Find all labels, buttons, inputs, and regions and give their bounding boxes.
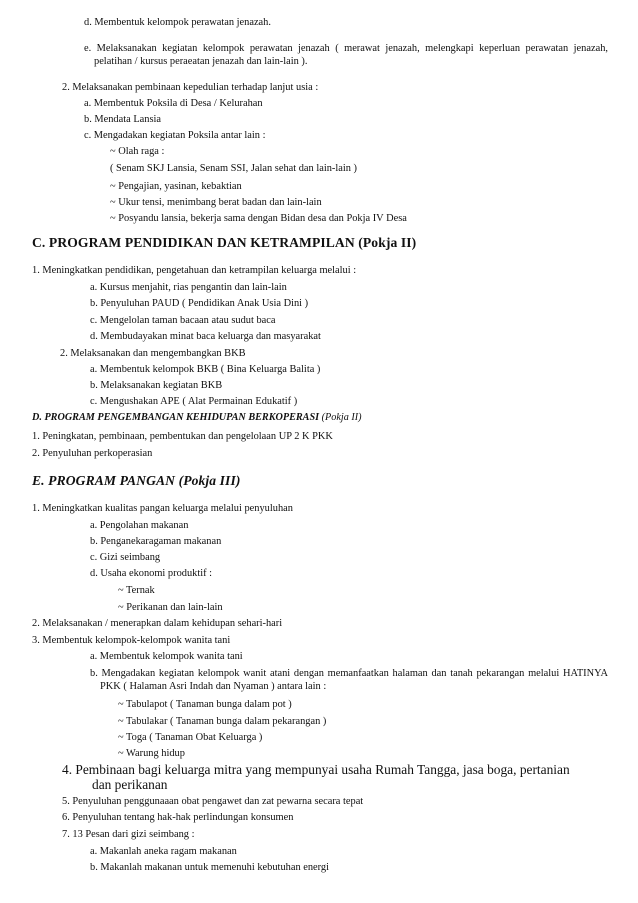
list-item: a. Kursus menjahit, rias pengantin dan lain-lain xyxy=(90,282,287,293)
list-item: 2. Melaksanakan dan mengembangkan BKB xyxy=(60,348,246,359)
list-item-large: 4. Pembinaan bagi keluarga mitra yang mempunyai usaha Rumah Tangga, jasa boga, pertanian dan perikanan xyxy=(62,762,570,792)
list-item: ( Senam SKJ Lansia, Senam SSI, Jalan sehat dan lain-lain ) xyxy=(110,163,358,174)
list-item: c. Gizi seimbang xyxy=(90,552,161,563)
list-item: 7. 13 Pesan dari gizi seimbang : xyxy=(62,829,195,840)
list-item: b. Penganekaragaman makanan xyxy=(90,536,222,547)
section-heading-d-title: D. PROGRAM PENGEMBANGAN KEHIDUPAN BERKOPERASI xyxy=(32,412,320,423)
list-item: b. Mendata Lansia xyxy=(84,114,162,125)
list-item: 5. Penyuluhan penggunaaan obat pengawet dan zat pewarna secara tepat xyxy=(62,796,364,807)
section-heading-c: C. PROGRAM PENDIDIKAN DAN KETRAMPILAN (Pokja II) xyxy=(32,235,417,250)
list-item: a. Membentuk kelompok wanita tani xyxy=(90,651,243,662)
list-item: ~ Posyandu lansia, bekerja sama dengan Bidan desa dan Pokja IV Desa xyxy=(110,213,407,224)
list-item: ~ Ternak xyxy=(118,585,155,596)
list-item: a. Membentuk Poksila di Desa / Kelurahan xyxy=(84,98,263,109)
list-item: b. Melaksanakan kegiatan BKB xyxy=(90,380,223,391)
list-item: 2. Melaksanakan / menerapkan dalam kehidupan sehari-hari xyxy=(32,618,283,629)
list-item: c. Mengadakan kegiatan Poksila antar lain : xyxy=(84,130,266,141)
list-item: d. Membentuk kelompok perawatan jenazah. xyxy=(84,17,271,28)
list-item: ~ Tabulakar ( Tanaman bunga dalam pekarangan ) xyxy=(118,716,327,727)
list-item: c. Mengelolan taman bacaan atau sudut baca xyxy=(90,315,276,326)
list-item: ~ Warung hidup xyxy=(118,748,185,759)
list-item: 1. Meningkatkan kualitas pangan keluarga melalui penyuluhan xyxy=(32,503,293,514)
section-heading-d xyxy=(32,412,608,425)
list-item: ~ Perikanan dan lain-lain xyxy=(118,602,223,613)
list-item: 6. Penyuluhan tentang hak-hak perlindungan konsumen xyxy=(62,812,294,823)
list-item: a. Membentuk kelompok BKB ( Bina Keluarga Balita ) xyxy=(90,364,321,375)
list-item: 2. Penyuluhan perkoperasian xyxy=(32,448,153,459)
list-item: ~ Toga ( Tanaman Obat Keluarga ) xyxy=(118,732,263,743)
list-item: ~ Pengajian, yasinan, kebaktian xyxy=(110,181,242,192)
list-item: d. Membudayakan minat baca keluarga dan masyarakat xyxy=(90,331,321,342)
list-item: a. Makanlah aneka ragam makanan xyxy=(90,846,237,857)
list-item: a. Pengolahan makanan xyxy=(90,520,189,531)
list-item: 1. Peningkatan, pembinaan, pembentukan dan pengelolaan UP 2 K PKK xyxy=(32,431,333,442)
list-item: b. Mengadakan kegiatan kelompok wanit atani dengan memanfaatkan halaman dan tanah pekarangan melalui HATINYA PKK ( Halaman Asri Indah dan Nyaman ) antara lain : xyxy=(90,668,608,692)
list-item: b. Makanlah makanan untuk memenuhi kebutuhan energi xyxy=(90,862,330,873)
list-item: ~ Olah raga : xyxy=(110,146,165,157)
list-item: ~ Ukur tensi, menimbang berat badan dan lain-lain xyxy=(110,197,322,208)
section-heading-e: E. PROGRAM PANGAN (Pokja III) xyxy=(32,473,241,488)
list-item: ~ Tabulapot ( Tanaman bunga dalam pot ) xyxy=(118,699,292,710)
list-item: b. Penyuluhan PAUD ( Pendidikan Anak Usia Dini ) xyxy=(90,298,309,309)
list-item: 2. Melaksanakan pembinaan kepedulian terhadap lanjut usia : xyxy=(62,82,319,93)
list-item: c. Mengushakan APE ( Alat Permainan Edukatif ) xyxy=(90,396,298,407)
list-item: e. Melaksanakan kegiatan kelompok perawatan jenazah ( merawat jenazah, melengkapi keperluan perawatan jenazah, pelatihan / kursus peraeatan jenazah dan lain-lain ). xyxy=(84,43,608,67)
list-item: d. Usaha ekonomi produktif : xyxy=(90,568,213,579)
list-item: 1. Meningkatkan pendidikan, pengetahuan dan ketrampilan keluarga melalui : xyxy=(32,265,357,276)
section-heading-d-note: (Pokja II) xyxy=(321,412,362,423)
list-item: 3. Membentuk kelompok-kelompok wanita tani xyxy=(32,635,231,646)
